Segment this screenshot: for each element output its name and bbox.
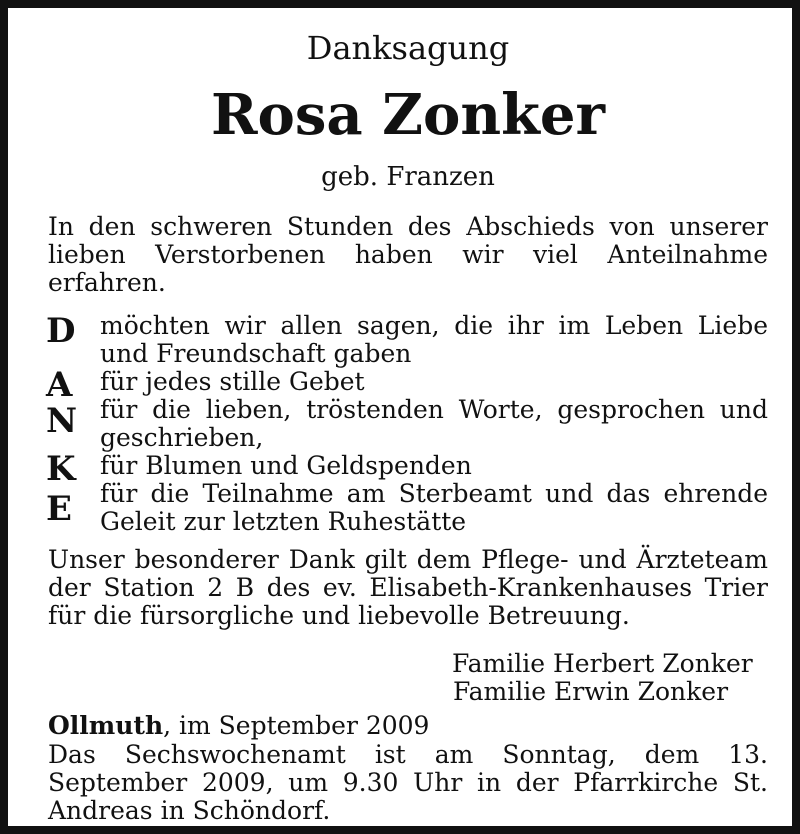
- acrostic-letter-n: N: [46, 401, 78, 441]
- signature-line: Familie Erwin Zonker: [453, 677, 729, 706]
- deceased-name: Rosa Zonker: [210, 82, 606, 148]
- birth-name: geb. Franzen: [321, 162, 495, 192]
- danke-line: für die lieben, tröstenden Worte, gesprochen und geschrieben,: [100, 395, 768, 452]
- acrostic-letter-e: E: [46, 489, 72, 529]
- danke-line: für Blumen und Geldspenden: [100, 451, 472, 480]
- place-date: [48, 712, 768, 740]
- mass-paragraph: Das Sechswochenamt ist am Sonntag, dem 13. September 2009, um 9.30 Uhr in der Pfarrkirche St. Andreas in Schöndorf.: [48, 740, 768, 825]
- signatures: [452, 650, 772, 706]
- date-text: , im September 2009: [163, 711, 430, 740]
- danke-lines: [100, 312, 768, 536]
- danke-line: für die Teilnahme am Sterbeamt und das ehrende Geleit zur letzten Ruhestätte: [100, 479, 768, 536]
- place-name: Ollmuth: [48, 711, 164, 740]
- signature-line: Familie Herbert Zonker: [452, 649, 753, 678]
- acrostic-letter-k: K: [46, 449, 76, 489]
- intro-paragraph: In den schweren Stunden des Abschieds von unserer lieben Verstorbenen haben wir viel Anteilnahme erfahren.: [48, 212, 768, 297]
- thanks-paragraph: Unser besonderer Dank gilt dem Pflege- und Ärzteteam der Station 2 B des ev. Elisabeth-Krankenhauses Trier für die fürsorgliche und liebevolle Betreuung.: [48, 545, 768, 630]
- notice-heading: Danksagung: [306, 29, 510, 67]
- danke-line: möchten wir allen sagen, die ihr im Leben Liebe und Freundschaft gaben: [100, 311, 768, 368]
- acrostic-letter-d: D: [46, 311, 76, 351]
- acrostic-letter-a: A: [46, 365, 73, 405]
- danke-line: für jedes stille Gebet: [100, 367, 365, 396]
